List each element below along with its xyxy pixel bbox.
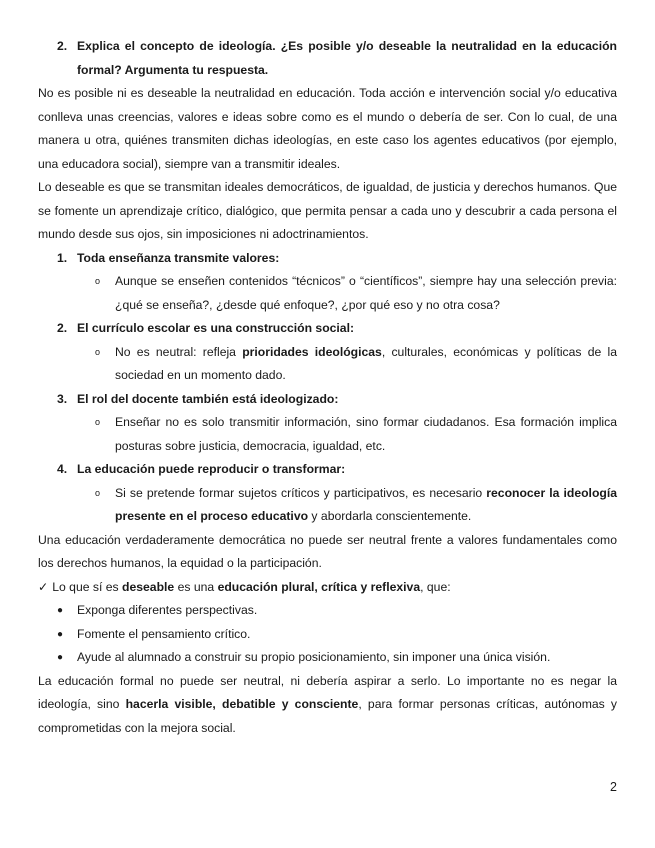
final-bold: hacerla visible, debatible y consciente xyxy=(125,697,359,711)
paragraph-2: Lo deseable es que se transmitan ideales democráticos, de igualdad, de justicia y derechos humanos. Que se fomente un aprendizaje crítico, dialógico, que permita pensar a cada uno y descubrir a cada persona el mundo desde sus ojos, sin imposiciones ni adoctrinamientos. xyxy=(38,180,617,241)
desirable-bold: educación plural, crítica y reflexiva xyxy=(217,579,421,594)
list-item-detail xyxy=(115,341,617,388)
final-text: La educación formal no puede ser neutral, ni debería aspirar a serlo. Lo importante no es negar la ideología, sino xyxy=(38,673,617,711)
bullet-text: Fomente el pensamiento crítico. xyxy=(77,626,251,641)
desirable-line xyxy=(38,576,617,600)
bullet-dot-icon: ● xyxy=(57,605,64,616)
detail-bold-text: prioridades ideológicas xyxy=(242,344,382,359)
bullet-dot-icon: ● xyxy=(57,628,64,640)
desirable-bold: deseable xyxy=(122,579,175,594)
list-item-number: 2. xyxy=(57,321,68,335)
circle-bullet-icon: o xyxy=(95,417,101,427)
page-number: 2 xyxy=(610,780,617,794)
final-text: , para formar personas críticas, autónomas y comprometidas con la mejora social. xyxy=(38,697,618,735)
desirable-text: Lo que sí es xyxy=(52,579,123,594)
list-item-detail xyxy=(115,482,617,529)
bullet-text: Ayude al alumnado a construir su propio posicionamiento, sin imponer una única visión. xyxy=(77,650,551,664)
closing-paragraph: Una educación verdaderamente democrática no puede ser neutral frente a valores fundamentales como los derechos humanos, la equidad o la participación. xyxy=(38,532,617,570)
detail-text: y abordarla conscientemente. xyxy=(308,509,472,523)
list-item xyxy=(38,458,617,529)
question-heading xyxy=(38,35,617,82)
list-item-heading: Toda enseñanza transmite valores: xyxy=(77,250,280,265)
list-item xyxy=(38,388,617,459)
circle-bullet-icon: o xyxy=(95,276,101,286)
list-item-number: 3. xyxy=(57,391,68,406)
list-item-heading: La educación puede reproducir o transformar: xyxy=(77,462,346,476)
bullet-item xyxy=(38,599,617,623)
final-paragraph xyxy=(38,670,617,741)
question-text: Explica el concepto de ideología. ¿Es posible y/o deseable la neutralidad en la educación formal? Argumenta tu respuesta. xyxy=(77,39,617,77)
desirable-text: es una xyxy=(174,579,218,594)
list-item-number: 1. xyxy=(57,250,68,265)
bullet-text: Exponga diferentes perspectivas. xyxy=(77,603,258,617)
detail-text: No es neutral: refleja xyxy=(115,344,243,359)
numbered-list xyxy=(38,247,617,529)
desirable-text: , que: xyxy=(420,579,451,594)
list-item xyxy=(38,247,617,318)
list-item xyxy=(38,317,617,388)
list-item-heading: El rol del docente también está ideologizado: xyxy=(77,391,339,406)
list-item-detail: Aunque se enseñen contenidos “técnicos” o “científicos”, siempre hay una selección previa: ¿qué se enseña?, ¿desde qué enfoque?, ¿por qué eso y no otra cosa? xyxy=(115,274,617,312)
bullet-item xyxy=(38,623,617,647)
circle-bullet-icon: o xyxy=(95,346,101,357)
question-number: 2. xyxy=(57,39,68,53)
detail-text: , culturales, económicas y políticas de la sociedad en un momento dado. xyxy=(115,344,617,382)
bullet-item xyxy=(38,646,617,670)
list-item-detail: Enseñar no es solo transmitir información, sino formar ciudadanos. Esa formación implica posturas sobre justicia, democracia, igualdad, etc. xyxy=(115,415,617,453)
list-item-heading: El currículo escolar es una construcción social: xyxy=(77,321,355,335)
list-item-number: 4. xyxy=(57,462,68,476)
detail-text: Si se pretende formar sujetos críticos y participativos, es necesario xyxy=(115,485,487,500)
paragraph-1: No es posible ni es deseable la neutralidad en educación. Toda acción e intervención social y/o educativa conlleva unas creencias, valores e ideas sobre como es el mundo o debería de ser. Con lo cual, de una manera u otra, quiénes transmiten dichas ideologías, en este caso los agentes educativos (por ejemplo, una educadora social), siempre van a transmitir ideales. xyxy=(38,86,617,171)
detail-bold-text: reconocer la ideología presente en el proceso educativo xyxy=(115,485,617,523)
bullet-dot-icon: ● xyxy=(57,652,64,663)
checkmark-icon: ✓ xyxy=(38,579,49,594)
circle-bullet-icon: o xyxy=(95,487,101,498)
document-page xyxy=(38,35,617,740)
